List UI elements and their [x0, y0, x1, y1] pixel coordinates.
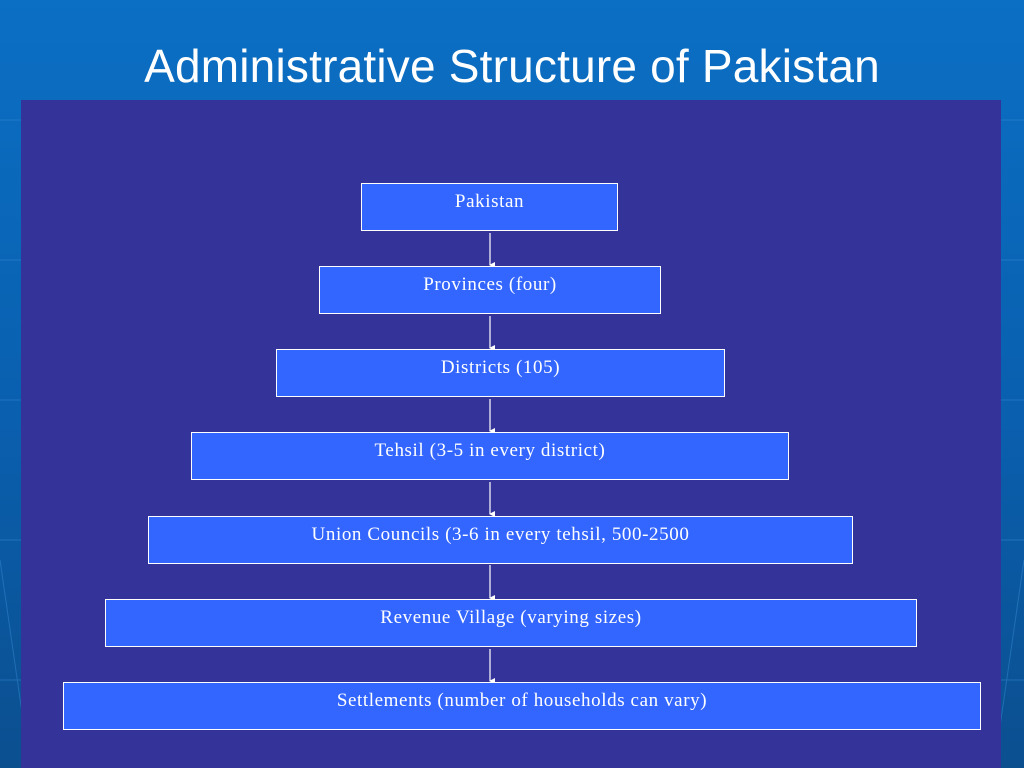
level-revenue-village-box	[105, 599, 917, 647]
level-settlements-label: Settlements (number of households can vary)	[336, 690, 708, 711]
level-provinces-box	[319, 266, 661, 314]
level-union-councils-label: Union Councils (3-6 in every tehsil, 500-2500	[311, 524, 690, 545]
level-settlements-box	[63, 682, 981, 730]
level-tehsil-box	[191, 432, 789, 480]
level-country-label: Pakistan	[454, 191, 525, 212]
level-districts-label: Districts (105)	[440, 357, 561, 378]
level-revenue-village-label: Revenue Village (varying sizes)	[380, 607, 642, 628]
level-districts-box	[276, 349, 725, 397]
level-provinces-label: Provinces (four)	[423, 274, 557, 295]
level-tehsil-label: Tehsil (3-5 in every district)	[374, 440, 606, 461]
level-union-councils-box	[148, 516, 853, 564]
level-country-box	[361, 183, 618, 231]
slide-title: Administrative Structure of Pakistan	[144, 40, 880, 92]
